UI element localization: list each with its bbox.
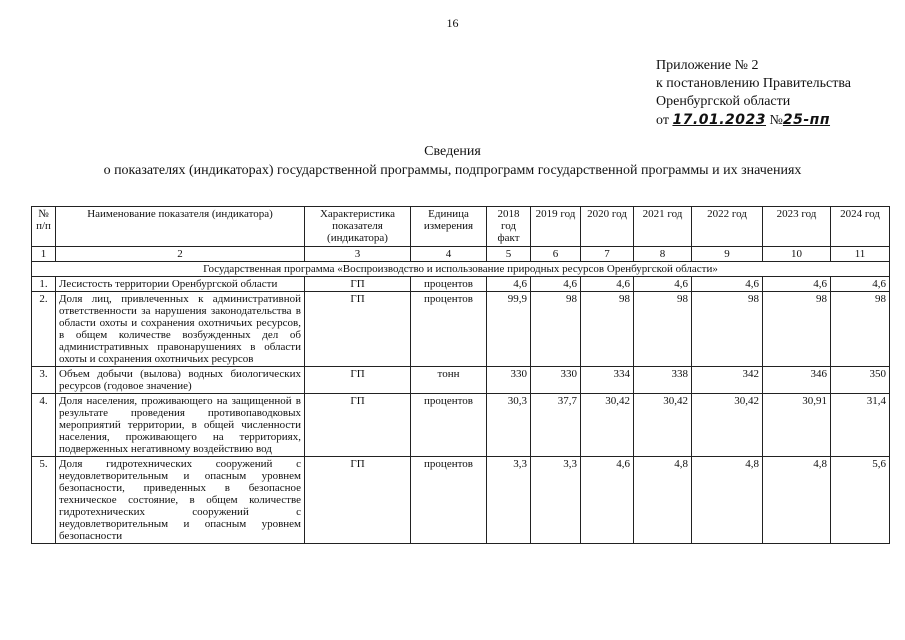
header-2021: 2021 год (634, 207, 692, 247)
table-row (32, 292, 890, 367)
indicator-characteristic: ГП (305, 457, 411, 544)
indicator-value: 31,4 (831, 394, 890, 457)
indicator-value: 4,6 (763, 277, 831, 292)
appendix-date-line (656, 111, 851, 130)
column-number: 1 (32, 247, 56, 262)
column-number: 7 (581, 247, 634, 262)
column-number: 4 (411, 247, 487, 262)
indicator-characteristic: ГП (305, 292, 411, 367)
indicator-unit: процентов (411, 394, 487, 457)
row-number: 2. (32, 292, 56, 367)
handwritten-number: 25-пп (782, 112, 831, 128)
indicator-value: 98 (763, 292, 831, 367)
indicator-characteristic: ГП (305, 277, 411, 292)
indicator-unit: процентов (411, 457, 487, 544)
row-number: 1. (32, 277, 56, 292)
column-number: 6 (531, 247, 581, 262)
indicator-value: 4,6 (487, 277, 531, 292)
column-number: 2 (56, 247, 305, 262)
table-row (32, 457, 890, 544)
column-number: 8 (634, 247, 692, 262)
indicator-value: 330 (531, 367, 581, 394)
indicators-table (31, 206, 890, 544)
section-title: Государственная программа «Воспроизводство и использование природных ресурсов Оренбургской области» (32, 262, 890, 277)
indicator-value: 30,3 (487, 394, 531, 457)
indicator-unit: процентов (411, 277, 487, 292)
row-number: 5. (32, 457, 56, 544)
indicator-value: 99,9 (487, 292, 531, 367)
header-2024: 2024 год (831, 207, 890, 247)
appendix-block (656, 57, 851, 130)
header-row (32, 207, 890, 247)
indicator-value: 3,3 (487, 457, 531, 544)
column-number: 9 (692, 247, 763, 262)
page-number: 16 (446, 16, 459, 30)
indicator-value: 30,42 (581, 394, 634, 457)
indicator-value: 4,6 (831, 277, 890, 292)
heading-subtitle: о показателях (индикаторах) государственной программы, подпрограмм государственной программы и их значениях (103, 163, 802, 178)
indicator-value: 4,6 (581, 277, 634, 292)
date-prefix: от (656, 113, 669, 128)
table-row (32, 394, 890, 457)
header-characteristic: Характеристика показателя (индикатора) (305, 207, 411, 247)
indicator-value: 338 (634, 367, 692, 394)
header-2022: 2022 год (692, 207, 763, 247)
indicator-name: Доля населения, проживающего на защищенной в результате проведения противопаводковых мероприятий территории, в общей численности населения, проживающего на территориях, подверженных негативному воздействию вод (56, 394, 305, 457)
header-num: № п/п (32, 207, 56, 247)
appendix-title: Приложение № 2 (656, 58, 759, 73)
number-prefix: № (769, 113, 783, 128)
indicator-name: Объем добычи (вылова) водных биологических ресурсов (годовое значение) (56, 367, 305, 394)
table-row (32, 277, 890, 292)
header-name: Наименование показателя (индикатора) (56, 207, 305, 247)
indicator-value: 5,6 (831, 457, 890, 544)
indicator-unit: процентов (411, 292, 487, 367)
header-2020: 2020 год (581, 207, 634, 247)
indicator-value: 4,8 (634, 457, 692, 544)
header-2023: 2023 год (763, 207, 831, 247)
column-number: 5 (487, 247, 531, 262)
document-heading (0, 142, 905, 180)
indicator-value: 98 (581, 292, 634, 367)
indicator-value: 98 (531, 292, 581, 367)
row-number: 4. (32, 394, 56, 457)
indicator-value: 98 (634, 292, 692, 367)
indicator-value: 30,91 (763, 394, 831, 457)
column-number: 3 (305, 247, 411, 262)
indicator-value: 4,6 (692, 277, 763, 292)
indicator-value: 350 (831, 367, 890, 394)
table-body (32, 247, 890, 544)
indicator-value: 98 (692, 292, 763, 367)
indicator-value: 330 (487, 367, 531, 394)
indicator-value: 3,3 (531, 457, 581, 544)
indicator-name: Лесистость территории Оренбургской области (56, 277, 305, 292)
row-number: 3. (32, 367, 56, 394)
indicator-value: 342 (692, 367, 763, 394)
indicator-unit: тонн (411, 367, 487, 394)
appendix-region: Оренбургской области (656, 94, 791, 109)
indicator-value: 334 (581, 367, 634, 394)
indicator-value: 346 (763, 367, 831, 394)
header-2019: 2019 год (531, 207, 581, 247)
indicator-value: 30,42 (692, 394, 763, 457)
indicator-name: Доля гидротехнических сооружений с неудовлетворительным и опасным уровнем безопасности, приведенных в безопасное техническое состояние, в общем количестве гидротехнических сооружений с неудовлетворительным и опасным уровнем безопасности (56, 457, 305, 544)
indicator-value: 37,7 (531, 394, 581, 457)
table-row (32, 367, 890, 394)
indicator-characteristic: ГП (305, 367, 411, 394)
indicator-value: 4,6 (581, 457, 634, 544)
column-number: 11 (831, 247, 890, 262)
indicator-value: 4,6 (634, 277, 692, 292)
section-row (32, 262, 890, 277)
indicator-characteristic: ГП (305, 394, 411, 457)
indicator-value: 4,8 (763, 457, 831, 544)
indicator-value: 30,42 (634, 394, 692, 457)
header-unit: Единица измерения (411, 207, 487, 247)
column-number-row (32, 247, 890, 262)
indicator-value: 98 (831, 292, 890, 367)
handwritten-date: 17.01.2023 (672, 112, 767, 128)
appendix-resolution: к постановлению Правительства (656, 76, 852, 91)
header-2018: 2018 год факт (487, 207, 531, 247)
indicator-value: 4,6 (531, 277, 581, 292)
indicator-value: 4,8 (692, 457, 763, 544)
indicator-name: Доля лиц, привлеченных к административной ответственности за нарушения законодательства в области охоты и сохранения охотничьих ресурсов, в общем количестве возбужденных дел об административных правонарушениях в области охоты и сохранения охотничьих ресурсов (56, 292, 305, 367)
column-number: 10 (763, 247, 831, 262)
heading-title: Сведения (424, 144, 481, 159)
